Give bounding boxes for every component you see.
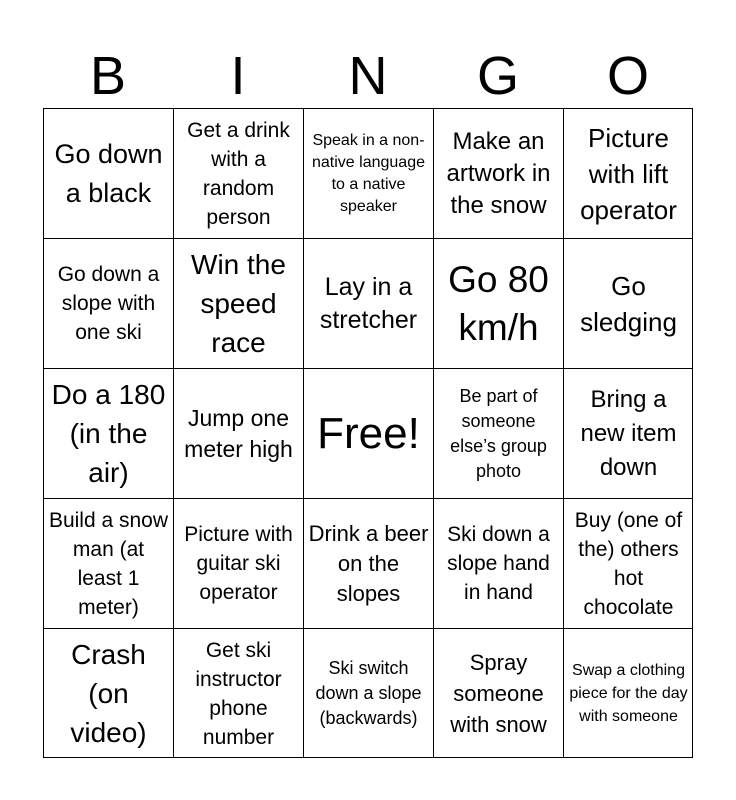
bingo-cell[interactable]: Make an artwork in the snow — [434, 109, 564, 239]
bingo-cell[interactable]: Build a snow man (at least 1 meter) — [44, 499, 174, 629]
bingo-cell[interactable]: Win the speed race — [174, 239, 304, 369]
bingo-cell[interactable]: Get a drink with a random person — [174, 109, 304, 239]
bingo-cell[interactable]: Buy (one of the) others hot chocolate — [564, 499, 693, 629]
bingo-cell[interactable]: Get ski instructor phone number — [174, 629, 304, 758]
bingo-cell[interactable]: Jump one meter high — [174, 369, 304, 499]
bingo-cell[interactable]: Picture with guitar ski operator — [174, 499, 304, 629]
bingo-cell[interactable]: Crash (on video) — [44, 629, 174, 758]
bingo-cell[interactable]: Speak in a non-native language to a native speaker — [304, 109, 434, 239]
bingo-cell[interactable]: Swap a clothing piece for the day with someone — [569, 662, 688, 725]
bingo-cell[interactable]: Spray someone with snow — [434, 629, 564, 758]
bingo-cell[interactable]: Go down a slope with one ski — [44, 239, 174, 369]
bingo-board — [43, 108, 693, 758]
header-letter-i: I — [230, 46, 246, 106]
bingo-cell[interactable]: Ski switch down a slope (backwards) — [304, 629, 434, 758]
header-letter-g: G — [476, 46, 519, 106]
bingo-cell[interactable]: Picture with lift operator — [564, 109, 693, 239]
bingo-header — [43, 44, 693, 108]
bingo-cell[interactable]: Bring a new item down — [564, 369, 693, 499]
bingo-cell[interactable]: Go sledging — [564, 239, 693, 369]
header-letter-n: N — [348, 46, 388, 106]
bingo-cell[interactable]: Do a 180 (in the air) — [44, 369, 174, 499]
header-letter-b: B — [89, 46, 127, 106]
bingo-cell[interactable]: Lay in a stretcher — [304, 239, 434, 369]
bingo-cell[interactable]: Go down a black — [44, 109, 174, 239]
bingo-cell-free[interactable]: Free! — [304, 369, 434, 499]
bingo-cell[interactable]: Drink a beer on the slopes — [304, 499, 434, 629]
bingo-cell[interactable]: Ski down a slope hand in hand — [434, 499, 564, 629]
header-letter-o: O — [606, 46, 649, 106]
bingo-cell[interactable]: Be part of someone else’s group photo — [434, 369, 564, 499]
bingo-cell[interactable]: Go 80 km/h — [434, 239, 564, 369]
